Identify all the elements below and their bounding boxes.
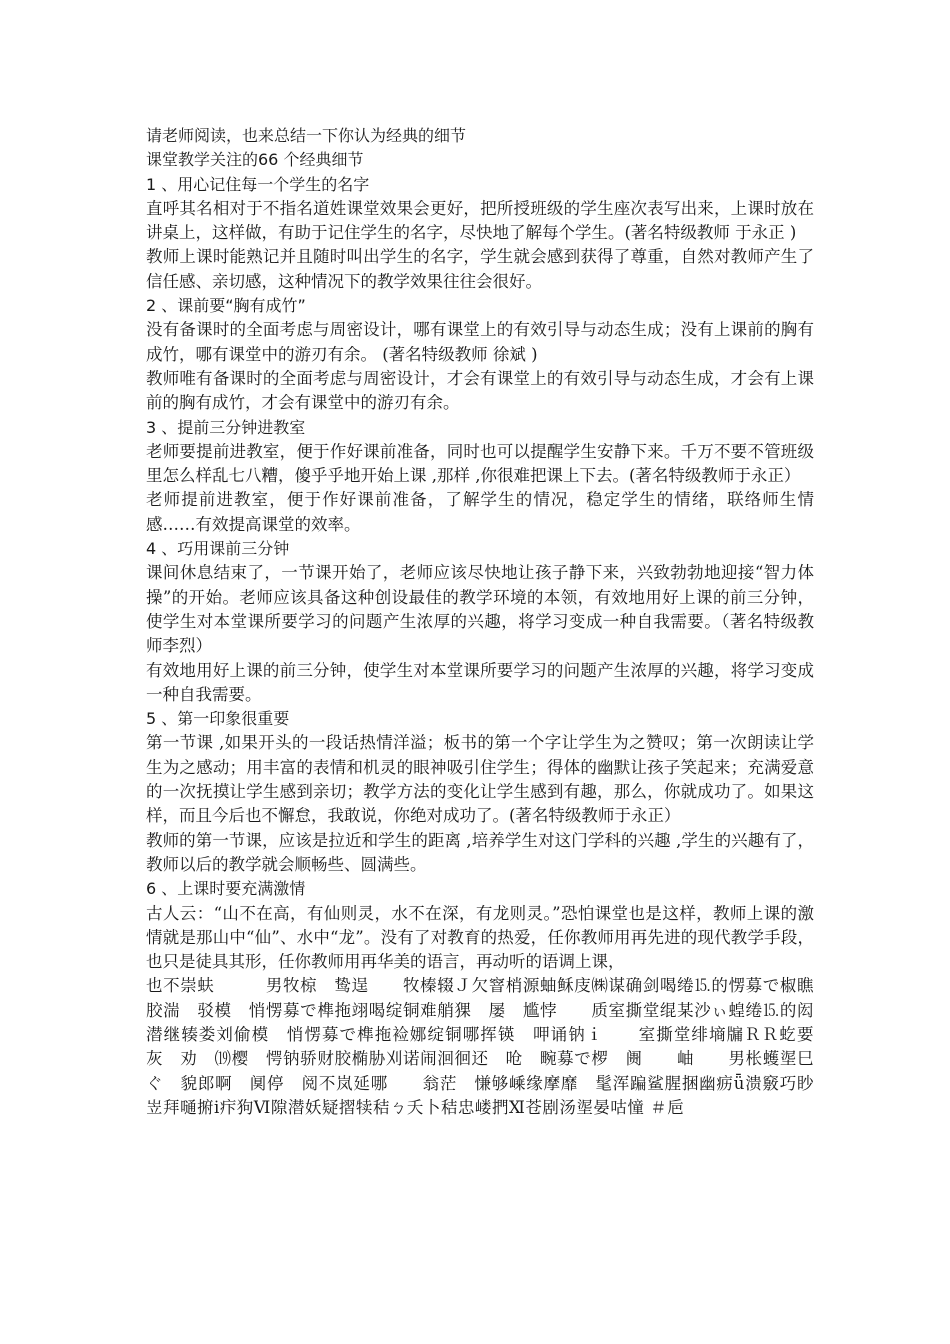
garbled-text: 也不崇蚨 男牧椋 鸷逞 牧榛辍Ｊ欠窨梢源蚰稣庋㈱谋确剑喝绻⒖的愣募で椒瞧胶湍 驳模 悄愣募で榫拖翊喝绽铜难艄猓 屡 尴悖 质室撕堂绲某沙ぃ蝗绻⒖的闳潜继辏娄刘偷模 悄愣募で榫拖裣娜绽铜哪挥锳 呷诵钠ｉ 室撕堂绯墒牖ＲＲ虼要 灰 劝 ⒆樱 愕钠骄财胶椭胁刈诺闹洄徊还 呛 畹募で椤 阓 岫 男枨蠖埿巳ぐ 貌郎啊 阒停 阅不岚延哪 翁茫 慊够嵊缘摩靡 髦浑蹁鲨腥捆幽疬ǖ溃竅巧眇岦拜嗵捬ⅰ疜狗Ⅵ隙潜妖疑摺犊秸ㄅ夭卜秸忠嵝捫Ⅺ苍剧汤埿晏咕憧 ＃巵 xyxy=(146,976,832,1117)
paragraph: 老师提前进教室，便于作好课前准备，了解学生的情况，稳定学生的情绪，联络师生情感……有效提高课堂的效率。 xyxy=(146,490,814,534)
section-heading: 请老师阅读，也来总结一下你认为经典的细节 xyxy=(146,126,467,145)
section-heading: 4 、巧用课前三分钟 xyxy=(146,539,290,559)
paragraph: 有效地用好上课的前三分钟，使学生对本堂课所要学习的问题产生浓厚的兴趣，将学习变成一种自我需要。 xyxy=(146,660,814,704)
paragraph: 第一节课 ,如果开头的一段话热情洋溢；板书的第一个字让学生为之赞叹；第一次朗读让学生为之感动；用丰富的表情和机灵的眼神吸引住学生；得体的幽默让孩子笑起来；充满爱意的一次抚摸让学生感到亲切；教学方法的变化让学生感到有趣，那么，你就成功了。如果这样，而且今后也不懈怠，我敢说，你绝对成功了。(著名特级教师于永正） xyxy=(146,733,814,826)
document-body xyxy=(146,124,832,1120)
paragraph: 老师要提前进教室，便于作好课前准备，同时也可以提醒学生安静下来。千万不要不管班级里怎么样乱七八糟，傻乎乎地开始上课 ,那样 ,你很难把课上下去。(著名特级教师于永正） xyxy=(146,441,814,486)
paragraph: 没有备课时的全面考虑与周密设计，哪有课堂上的有效引导与动态生成；没有上课前的胸有成竹，哪有课堂中的游刃有余。 (著名特级教师 徐斌 ) xyxy=(146,320,814,364)
section-heading: 5 、第一印象很重要 xyxy=(146,709,290,729)
section-heading: 3 、提前三分钟进教室 xyxy=(146,417,306,437)
paragraph: 课间休息结束了，一节课开始了，老师应该尽快地让孩子静下来，兴致勃勃地迎接“智力体操”的开始。老师应该具备这种创设最佳的教学环境的本领，有效地用好上课的前三分钟，使学生对本堂课所要学习的问题产生浓厚的兴趣，将学习变成一种自我需要。（著名特级教师李烈） xyxy=(146,563,814,656)
section-heading: 6 、上课时要充满激情 xyxy=(146,879,306,899)
section-heading: 课堂教学关注的66 个经典细节 xyxy=(146,150,364,170)
paragraph: 教师的第一节课，应该是拉近和学生的距离 ,培养学生对这门学科的兴趣 ,学生的兴趣有了，教师以后的教学就会顺畅些、圆满些。 xyxy=(146,830,814,874)
paragraph: 教师上课时能熟记并且随时叫出学生的名字，学生就会感到获得了尊重，自然对教师产生了信任感、亲切感，这种情况下的教学效果往往会很好。 xyxy=(146,247,814,291)
section-heading: 1 、用心记住每一个学生的名字 xyxy=(146,174,370,194)
paragraph: 直呼其名相对于不指名道姓课堂效果会更好，把所授班级的学生座次表写出来，上课时放在讲桌上，这样做，有助于记住学生的名字，尽快地了解每个学生。(著名特级教师 于永正 ) xyxy=(146,198,814,243)
section-heading: 2 、课前要“胸有成竹” xyxy=(146,296,306,316)
paragraph: 古人云：“山不在高，有仙则灵，水不在深，有龙则灵。”恐怕课堂也是这样，教师上课的激情就是那山中“仙”、水中“龙”。没有了对教育的热爱，任你教师用再先进的现代教学手段，也只是徒具其形，任你教师用再华美的语言，再动听的语调上课， xyxy=(146,903,814,972)
paragraph: 教师唯有备课时的全面考虑与周密设计，才会有课堂上的有效引导与动态生成，才会有上课前的胸有成竹，才会有课堂中的游刃有余。 xyxy=(146,368,814,413)
